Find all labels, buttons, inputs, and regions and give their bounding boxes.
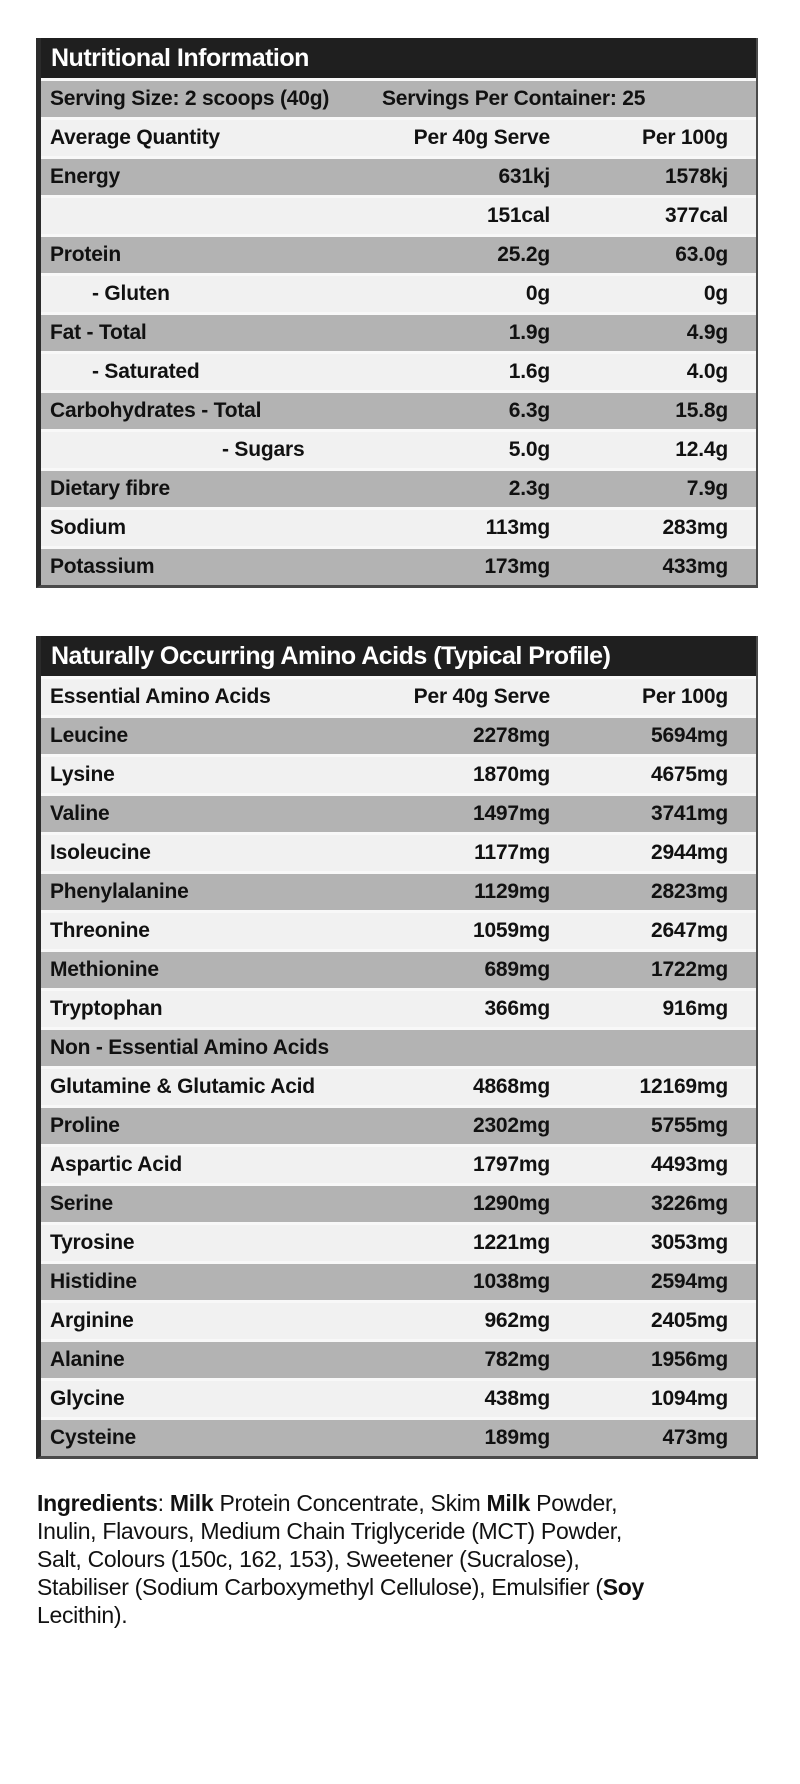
row-value-per-serve: 113mg [485, 516, 550, 539]
average-quantity-column-header: Average Quantity [50, 126, 220, 149]
row-value-per-100g: 63.0g [675, 243, 728, 266]
amino-acids-table [36, 636, 758, 1459]
row-value-per-100g: 2944mg [650, 841, 728, 864]
amino-column-header-row [41, 676, 756, 715]
per-serve-column-header: Per 40g Serve [413, 685, 550, 708]
row-value-per-100g: 473mg [662, 1426, 728, 1449]
table-row [41, 1183, 756, 1222]
per-100g-column-header: Per 100g [642, 685, 728, 708]
row-value-per-100g: 916mg [662, 997, 728, 1020]
table-row [41, 871, 756, 910]
row-value-per-100g: 2405mg [650, 1309, 728, 1332]
row-value-per-100g: 283mg [662, 516, 728, 539]
servings-per-container-label: Servings Per Container: 25 [382, 87, 646, 110]
serving-size-label: Serving Size: 2 scoops (40g) [50, 87, 330, 110]
row-value-per-100g: 1578kj [664, 165, 728, 188]
row-label: - Gluten [92, 282, 170, 305]
row-label: Non - Essential Amino Acids [50, 1036, 329, 1059]
row-label: Tryptophan [50, 997, 163, 1020]
row-label: Isoleucine [50, 841, 151, 864]
row-value-per-100g: 2823mg [650, 880, 728, 903]
row-label: Fat - Total [50, 321, 147, 344]
row-value-per-serve: 1221mg [472, 1231, 550, 1254]
table-row [41, 988, 756, 1027]
row-value-per-serve: 438mg [484, 1387, 550, 1410]
table-row [41, 156, 756, 195]
table-row [41, 1339, 756, 1378]
ingredients-line: Lecithin). [37, 1602, 128, 1628]
ingredients-line: Salt, Colours (150c, 162, 153), Sweetener (Sucralose), [37, 1546, 580, 1572]
row-label: Threonine [50, 919, 150, 942]
row-value-per-serve: 2.3g [508, 477, 550, 500]
row-value-per-100g: 12.4g [675, 438, 728, 461]
ingredients-text [37, 1489, 761, 1629]
table-row [41, 949, 756, 988]
row-label: Histidine [50, 1270, 137, 1293]
row-label: Proline [50, 1114, 120, 1137]
table-row [41, 1222, 756, 1261]
amino-acids-table-title: Naturally Occurring Amino Acids (Typical Profile) [41, 636, 756, 676]
table-row [41, 1066, 756, 1105]
row-label: - Sugars [222, 438, 305, 461]
row-label: Protein [50, 243, 121, 266]
row-value-per-100g: 5755mg [650, 1114, 728, 1137]
row-value-per-100g: 4.0g [686, 360, 728, 383]
row-value-per-100g: 5694mg [650, 724, 728, 747]
table-row [41, 754, 756, 793]
row-value-per-serve: 1.9g [508, 321, 550, 344]
nutrition-column-header-row [41, 117, 756, 156]
row-value-per-100g: 15.8g [675, 399, 728, 422]
per-100g-column-header: Per 100g [642, 126, 728, 149]
row-value-per-100g: 1722mg [650, 958, 728, 981]
row-value-per-serve: 1870mg [472, 763, 550, 786]
per-serve-column-header: Per 40g Serve [413, 126, 550, 149]
table-row [41, 507, 756, 546]
row-value-per-100g: 433mg [662, 555, 728, 578]
ingredients-line: Stabiliser (Sodium Carboxymethyl Cellulose), Emulsifier (Soy [37, 1574, 645, 1600]
row-label: Leucine [50, 724, 128, 747]
row-value-per-serve: 6.3g [508, 399, 550, 422]
row-label: Methionine [50, 958, 159, 981]
table-row [41, 793, 756, 832]
row-value-per-serve: 5.0g [508, 438, 550, 461]
row-label: Aspartic Acid [50, 1153, 182, 1176]
row-label: Valine [50, 802, 110, 825]
table-row [41, 1261, 756, 1300]
row-value-per-100g: 2647mg [650, 919, 728, 942]
row-value-per-serve: 1497mg [472, 802, 550, 825]
row-value-per-serve: 2302mg [472, 1114, 550, 1137]
row-value-per-serve: 366mg [484, 997, 550, 1020]
row-value-per-100g: 3741mg [650, 802, 728, 825]
row-value-per-100g: 4.9g [686, 321, 728, 344]
row-value-per-100g: 4493mg [650, 1153, 728, 1176]
row-value-per-100g: 377cal [664, 204, 728, 227]
table-row [41, 1417, 756, 1456]
row-value-per-100g: 0g [703, 282, 728, 305]
row-value-per-serve: 1038mg [472, 1270, 550, 1293]
row-label: Energy [50, 165, 120, 188]
ingredients-line: Ingredients: Milk Protein Concentrate, Skim Milk Powder, [37, 1490, 618, 1516]
table-row [41, 546, 756, 585]
row-label: Phenylalanine [50, 880, 189, 903]
row-label: Alanine [50, 1348, 125, 1371]
table-row [41, 910, 756, 949]
row-value-per-serve: 0g [525, 282, 550, 305]
nutrition-table [36, 38, 758, 588]
row-value-per-100g: 3053mg [650, 1231, 728, 1254]
table-row [41, 312, 756, 351]
table-row [41, 234, 756, 273]
row-value-per-serve: 962mg [484, 1309, 550, 1332]
row-value-per-serve: 1797mg [472, 1153, 550, 1176]
row-label: Sodium [50, 516, 126, 539]
row-value-per-serve: 173mg [484, 555, 550, 578]
ingredients-line: Inulin, Flavours, Medium Chain Triglyceride (MCT) Powder, [37, 1518, 622, 1544]
table-row [41, 390, 756, 429]
row-value-per-serve: 4868mg [472, 1075, 550, 1098]
row-value-per-100g: 1094mg [650, 1387, 728, 1410]
row-label: Potassium [50, 555, 155, 578]
row-value-per-serve: 151cal [486, 204, 550, 227]
row-label: Glutamine & Glutamic Acid [50, 1075, 315, 1098]
row-label: Glycine [50, 1387, 125, 1410]
row-value-per-serve: 631kj [498, 165, 550, 188]
table-row [41, 1144, 756, 1183]
table-row [41, 429, 756, 468]
row-value-per-100g: 1956mg [650, 1348, 728, 1371]
table-row [41, 715, 756, 754]
nutrition-rows [41, 156, 756, 585]
row-value-per-serve: 25.2g [497, 243, 550, 266]
row-label: Serine [50, 1192, 113, 1215]
row-value-per-serve: 1177mg [474, 841, 550, 864]
row-label: Lysine [50, 763, 115, 786]
table-row [41, 273, 756, 312]
row-value-per-100g: 4675mg [650, 763, 728, 786]
table-row [41, 1105, 756, 1144]
table-row [41, 195, 756, 234]
row-value-per-serve: 689mg [484, 958, 550, 981]
row-value-per-serve: 782mg [484, 1348, 550, 1371]
row-label: Tyrosine [50, 1231, 135, 1254]
row-label: Cysteine [50, 1426, 136, 1449]
row-value-per-serve: 1.6g [508, 360, 550, 383]
table-row [41, 468, 756, 507]
table-row [41, 1378, 756, 1417]
table-row [41, 1300, 756, 1339]
row-value-per-100g: 7.9g [686, 477, 728, 500]
row-label: Carbohydrates - Total [50, 399, 262, 422]
serving-info-row [41, 78, 756, 117]
row-value-per-100g: 2594mg [650, 1270, 728, 1293]
amino-rows [41, 715, 756, 1456]
row-value-per-100g: 12169mg [639, 1075, 728, 1098]
row-value-per-serve: 1290mg [472, 1192, 550, 1215]
table-row [41, 1027, 756, 1066]
row-label: - Saturated [92, 360, 200, 383]
table-row [41, 351, 756, 390]
row-value-per-serve: 189mg [484, 1426, 550, 1449]
row-value-per-serve: 1129mg [474, 880, 550, 903]
row-value-per-100g: 3226mg [650, 1192, 728, 1215]
row-label: Dietary fibre [50, 477, 170, 500]
table-row [41, 832, 756, 871]
row-value-per-serve: 1059mg [472, 919, 550, 942]
nutrition-table-title: Nutritional Information [41, 38, 756, 78]
row-label: Arginine [50, 1309, 134, 1332]
row-value-per-serve: 2278mg [472, 724, 550, 747]
essential-amino-acids-column-header: Essential Amino Acids [50, 685, 271, 708]
